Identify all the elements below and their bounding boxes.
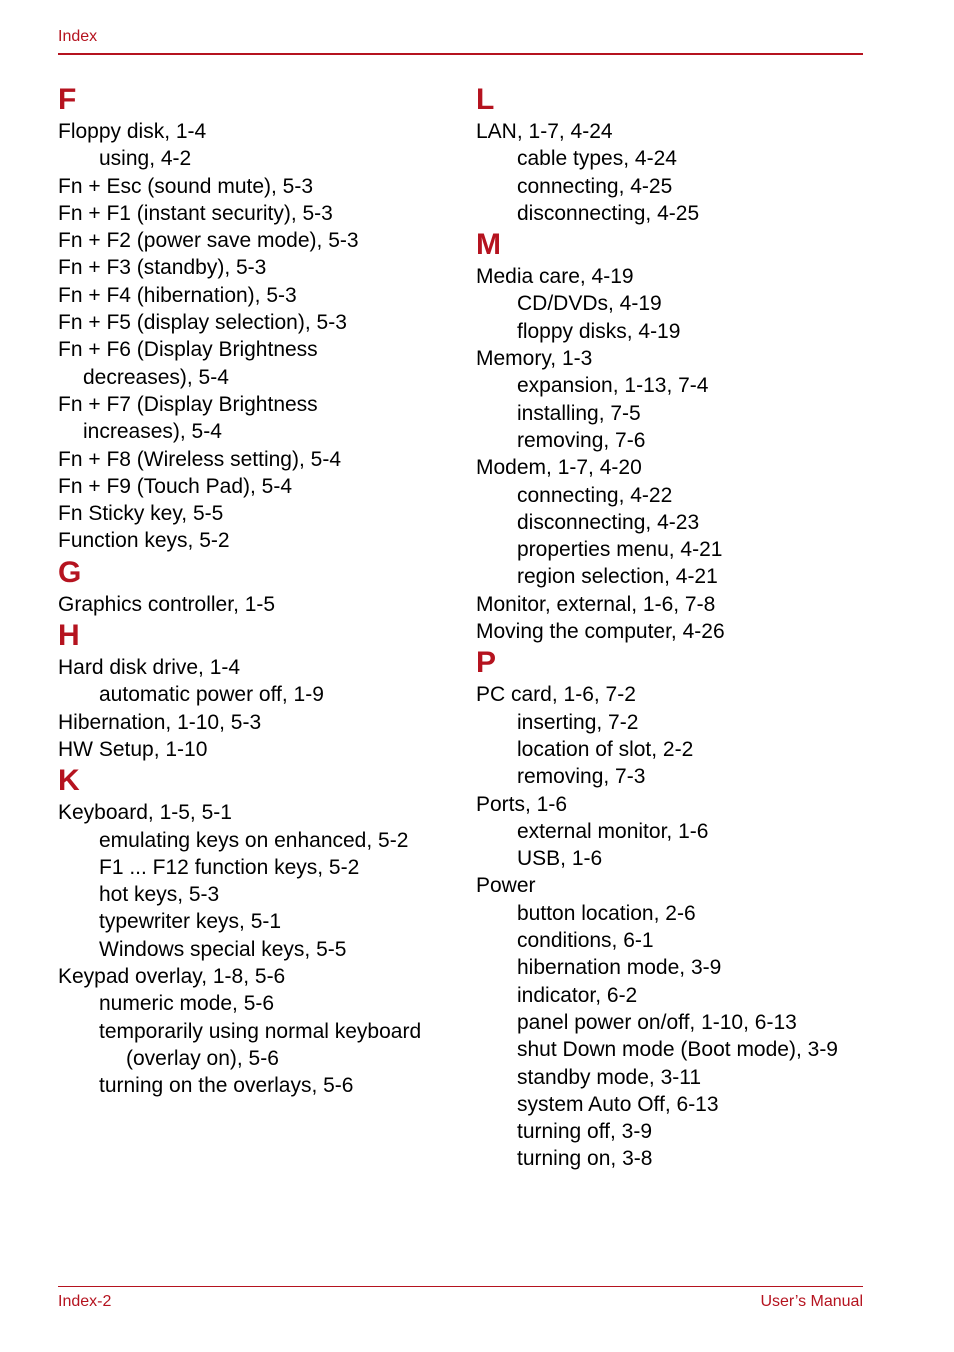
- index-column-left: [58, 82, 458, 1100]
- index-subentry: removing, 7-6: [517, 428, 646, 452]
- index-entry: LAN, 1-7, 4-24: [476, 120, 613, 143]
- index-entry: HW Setup, 1-10: [58, 737, 208, 761]
- index-subentry: connecting, 4-22: [517, 483, 673, 507]
- index-entry: Keypad overlay, 1-8, 5-6: [58, 965, 286, 989]
- index-subentry: turning off, 3-9: [517, 1120, 653, 1144]
- index-subentry: region selection, 4-21: [517, 565, 718, 589]
- index-entry: Media care, 4-19: [476, 265, 634, 289]
- index-subentry: temporarily using normal keyboard: [99, 1019, 422, 1043]
- index-subentry: floppy disks, 4-19: [517, 319, 681, 343]
- index-subentry: numeric mode, 5-6: [99, 992, 275, 1016]
- index-entry: Fn + F6 (Display Brightness: [58, 338, 318, 362]
- index-subentry: turning on, 3-8: [517, 1147, 653, 1171]
- index-subentry: panel power on/off, 1-10, 6-13: [517, 1010, 797, 1034]
- index-entry: Fn + F1 (instant security), 5-3: [58, 201, 333, 225]
- index-subentry: shut Down mode (Boot mode), 3-9: [517, 1038, 838, 1062]
- index-entry: Fn + F7 (Display Brightness: [58, 392, 318, 416]
- index-entry: Fn + Esc (sound mute), 5-3: [58, 174, 314, 198]
- index-entry: Fn + F8 (Wireless setting), 5-4: [58, 447, 341, 471]
- index-subentry: external monitor, 1-6: [517, 819, 709, 843]
- index-entry: Monitor, external, 1-6, 7-8: [476, 592, 716, 616]
- index-subentry: system Auto Off, 6-13: [517, 1092, 719, 1116]
- header-rule: [58, 53, 863, 55]
- section-letter: F: [58, 83, 77, 116]
- section-letter: K: [58, 764, 80, 798]
- index-entry: Fn + F5 (display selection), 5-3: [58, 311, 347, 335]
- index-entry: Modem, 1-7, 4-20: [476, 456, 642, 480]
- index-entry: PC card, 1-6, 7-2: [476, 683, 636, 707]
- index-subentry: location of slot, 2-2: [517, 737, 694, 761]
- manual-title: User’s Manual: [760, 1293, 863, 1310]
- index-subentry: F1 ... F12 function keys, 5-2: [99, 855, 360, 879]
- index-subentry: button location, 2-6: [517, 901, 696, 925]
- index-subentry: decreases), 5-4: [83, 365, 229, 389]
- index-subentry: expansion, 1-13, 7-4: [517, 374, 709, 398]
- index-entry: Floppy disk, 1-4: [58, 120, 207, 143]
- index-subentry: (overlay on), 5-6: [126, 1046, 279, 1070]
- index-entry: Fn Sticky key, 5-5: [58, 502, 224, 526]
- page-number: Index-2: [58, 1293, 112, 1310]
- index-column-right: [476, 82, 876, 1173]
- index-subentry: cable types, 4-24: [517, 147, 677, 171]
- index-subentry: standby mode, 3-11: [517, 1065, 702, 1089]
- index-entry: Power: [476, 874, 536, 898]
- index-subentry: Windows special keys, 5-5: [99, 937, 347, 961]
- index-subentry: hibernation mode, 3-9: [517, 956, 722, 980]
- section-letter: G: [58, 555, 82, 589]
- index-entry: Memory, 1-3: [476, 347, 593, 371]
- index-entry: Ports, 1-6: [476, 792, 568, 816]
- running-header: Index: [58, 28, 98, 45]
- index-subentry: hot keys, 5-3: [99, 883, 220, 907]
- index-subentry: disconnecting, 4-25: [517, 201, 700, 225]
- index-subentry: turning on the overlays, 5-6: [99, 1074, 354, 1098]
- index-subentry: properties menu, 4-21: [517, 538, 723, 562]
- section-letter: M: [476, 228, 501, 262]
- index-entry: Graphics controller, 1-5: [58, 592, 276, 616]
- index-entry: Keyboard, 1-5, 5-1: [58, 801, 232, 825]
- index-subentry: disconnecting, 4-23: [517, 510, 700, 534]
- index-subentry: USB, 1-6: [517, 847, 603, 871]
- index-subentry: emulating keys on enhanced, 5-2: [99, 828, 409, 852]
- index-subentry: inserting, 7-2: [517, 710, 639, 734]
- index-subentry: connecting, 4-25: [517, 174, 673, 198]
- index-subentry: using, 4-2: [99, 147, 192, 171]
- footer-rule: [58, 1286, 863, 1287]
- index-entry: Fn + F4 (hibernation), 5-3: [58, 283, 297, 307]
- section-letter: P: [476, 646, 497, 680]
- section-letter: H: [58, 619, 80, 653]
- index-subentry: automatic power off, 1-9: [99, 683, 324, 707]
- index-entry: Fn + F3 (standby), 5-3: [58, 256, 267, 280]
- index-subentry: installing, 7-5: [517, 401, 641, 425]
- index-entry: Function keys, 5-2: [58, 529, 230, 553]
- index-entry: Hard disk drive, 1-4: [58, 656, 241, 680]
- index-subentry: typewriter keys, 5-1: [99, 910, 282, 934]
- section-letter: L: [476, 83, 495, 116]
- index-subentry: conditions, 6-1: [517, 929, 654, 953]
- index-subentry: increases), 5-4: [83, 420, 222, 444]
- index-subentry: CD/DVDs, 4-19: [517, 292, 662, 316]
- index-entry: Moving the computer, 4-26: [476, 620, 725, 644]
- index-entry: Fn + F2 (power save mode), 5-3: [58, 229, 359, 253]
- index-subentry: removing, 7-3: [517, 765, 646, 789]
- index-subentry: indicator, 6-2: [517, 983, 638, 1007]
- index-entry: Hibernation, 1-10, 5-3: [58, 710, 262, 734]
- index-entry: Fn + F9 (Touch Pad), 5-4: [58, 474, 293, 498]
